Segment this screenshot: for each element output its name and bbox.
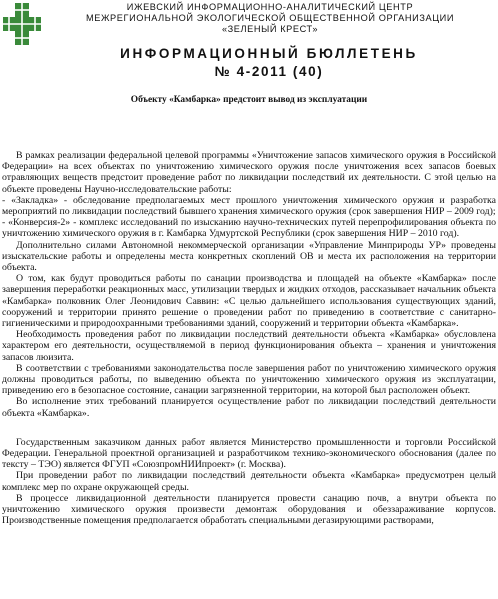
paragraph: Необходимость проведения работ по ликвидации последствий деятельности объекта «Камбарка» обусловлена характером его деятельности, осуществляемой в период функционирования объекта – хранения и уничтожения запасов люизита. (2, 329, 496, 363)
paragraph: В рамках реализации федеральной целевой программы «Уничтожение запасов химического оружия в Российской Федерации» на всех объектах по уничтожению химического оружия после уничтожения всех запасов боевых отравляющих веществ предстоит проведение работ по ликвидации последствий их деятельности. С этой целью на объекте проведены Научно-исследовательские работы: (2, 150, 496, 195)
paragraph: В процессе ликвидационной деятельности планируется провести санацию почв, а внутри объекта по уничтожению химического оружия произвести демонтаж оборудования и обеззараживание корпусов. Производственные помещения предполагается обработать специальными дегазирующими растворами, (2, 492, 496, 527)
issue-number: № 4-2011 (40) (214, 64, 324, 79)
org-line-2: МЕЖРЕГИОНАЛЬНОЙ ЭКОЛОГИЧЕСКОЙ ОБЩЕСТВЕННОЙ ОРГАНИЗАЦИИ (85, 13, 455, 23)
org-line-3: «ЗЕЛЕНЫЙ КРЕСТ» (221, 24, 319, 34)
paragraph: О том, как будут проводиться работы по санации производства и площадей на объекте «Камбарка» после завершения переработки реакционных масс, утилизации твердых и жидких отходов, рассказывает начальник объекта «Камбарка» полковник Олег Леонидович Саввин: «С целью дальнейшего использования существующих зданий, сооружений и территории принято решение о проведении работ по приведению в соответствие с санитарно-гигиеническими и природоохранными требованиями зданий, сооружений и территории объекта «Камбарка». (2, 273, 496, 330)
organization-header (46, 2, 494, 35)
paragraph: Дополнительно силами Автономной некоммерческой организации «Управление Минприроды УР» проведены изыскательские работы и определены места конкретных скоплений ОВ и места их расположения на территории объекта. (2, 239, 496, 274)
bulletin-title: ИНФОРМАЦИОННЫЙ БЮЛЛЕТЕНЬ (120, 46, 418, 61)
paragraph: Государственным заказчиком данных работ является Министерство промышленности и торговли Российской Федерации. Генеральной проектной организацией и разработчиком технико-экономического обоснования (далее по тексту – ТЭО) является ФГУП «СоюзпромНИИпроект» (г. Москва). (2, 436, 496, 471)
paragraph: В соответствии с требованиями законодательства после завершения работ по уничтожению химического оружия должны проводиться работы, по выведению объекта по уничтожению химического оружия из эксплуатации, приведению его в безопасное состояние, санации загрязненной территории, на которой был расположен объект. (2, 362, 496, 397)
article-subtitle: Объекту «Камбарка» предстоит вывод из эксплуатации (130, 95, 368, 105)
paragraph-list-item: - «Конверсия-2» - комплекс исследований по изысканию научно-технических путей перепрофилирования объекта по уничтожению химического оружия в г. Камбарка Удмуртской Республики (срок завершения НИР – 2010 год). (2, 217, 496, 240)
paragraph: При проведении работ по ликвидации последствий деятельности объекта «Камбарка» предусмотрен целый комплекс мер по охране окружающей среды. (2, 470, 496, 493)
paragraph-list-item: - «Закладка» - обследование предполагаемых мест прошлого уничтожения химического оружия и разработка мероприятий по ликвидации последствий бывшего хранения химического оружия (срок завершения НИР – 2009 год); (2, 194, 496, 218)
org-line-1: ИЖЕВСКИЙ ИНФОРМАЦИОННО-АНАЛИТИЧЕСКИЙ ЦЕНТР (126, 2, 414, 12)
green-cross-logo (2, 2, 42, 46)
paragraph: Во исполнение этих требований планируется осуществление работ по ликвидации последствий деятельности объекта «Камбарка». (2, 396, 496, 419)
paragraph-spacer (2, 419, 496, 437)
article-body (2, 150, 496, 527)
